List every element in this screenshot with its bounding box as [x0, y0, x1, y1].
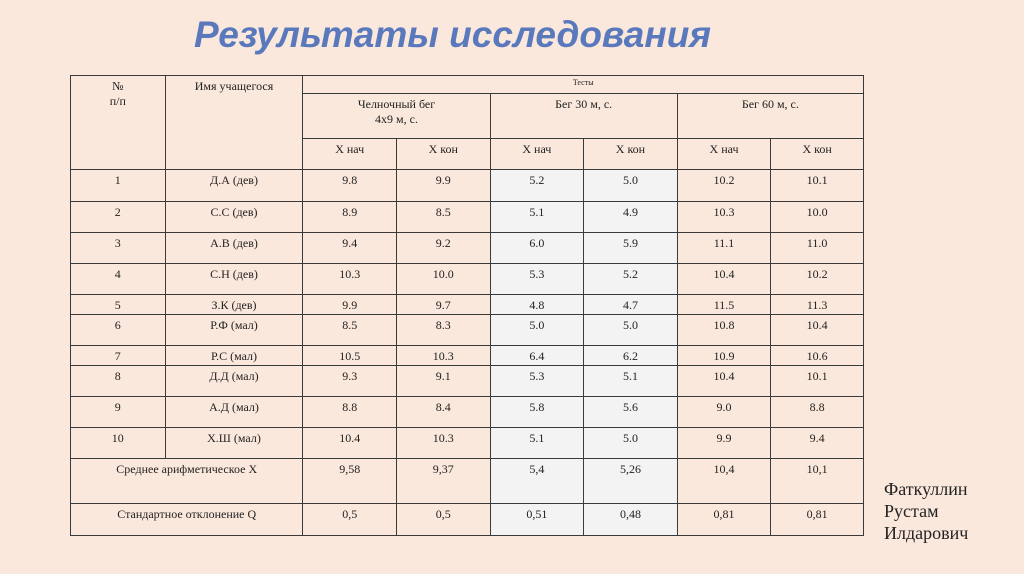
- row-number: 3: [71, 233, 166, 264]
- table-row: [71, 170, 864, 202]
- result-cell: 10.5: [303, 346, 397, 366]
- row-number: 5: [71, 295, 166, 315]
- result-cell: 6.0: [490, 233, 584, 264]
- result-cell: 5.3: [490, 366, 584, 397]
- student-name: Р.С (мал): [165, 346, 303, 366]
- result-cell: 8.4: [397, 397, 491, 428]
- result-cell: 9.3: [303, 366, 397, 397]
- result-cell: 11.3: [771, 295, 864, 315]
- summary-value: 10,4: [677, 459, 771, 504]
- result-cell: 4.9: [584, 202, 678, 233]
- row-number: 4: [71, 264, 166, 295]
- result-cell: 11.5: [677, 295, 771, 315]
- result-cell: 5.1: [490, 202, 584, 233]
- result-cell: 9.2: [397, 233, 491, 264]
- result-cell: 10.3: [397, 346, 491, 366]
- result-cell: 8.5: [303, 315, 397, 346]
- summary-value: 9,37: [397, 459, 491, 504]
- summary-value: 10,1: [771, 459, 864, 504]
- header-tests-cell: Тесты: [303, 76, 864, 94]
- row-number: 10: [71, 428, 166, 459]
- result-cell: 10.1: [771, 366, 864, 397]
- header-row-top: [71, 76, 864, 94]
- result-cell: 9.9: [303, 295, 397, 315]
- row-number: 6: [71, 315, 166, 346]
- row-number: 2: [71, 202, 166, 233]
- result-cell: 10.3: [397, 428, 491, 459]
- result-cell: 10.0: [771, 202, 864, 233]
- result-cell: 9.9: [397, 170, 491, 202]
- summary-value: 0,81: [677, 504, 771, 536]
- table-row: [71, 202, 864, 233]
- subcol-header: Х кон: [584, 139, 678, 170]
- header-name-cell: Имя учащегося: [165, 76, 303, 170]
- result-cell: 5.0: [490, 315, 584, 346]
- result-cell: 6.4: [490, 346, 584, 366]
- table-row: [71, 264, 864, 295]
- summary-value: 0,81: [771, 504, 864, 536]
- result-cell: 5.0: [584, 428, 678, 459]
- header-group-run30-line1: Бег 30 м, с.: [555, 97, 613, 111]
- student-name: З.К (дев): [165, 295, 303, 315]
- result-cell: 5.2: [584, 264, 678, 295]
- result-cell: 8.9: [303, 202, 397, 233]
- subcol-header: Х нач: [490, 139, 584, 170]
- subcol-header: Х нач: [303, 139, 397, 170]
- row-number: 8: [71, 366, 166, 397]
- author-surname: Фаткуллин: [884, 479, 968, 499]
- result-cell: 5.8: [490, 397, 584, 428]
- result-cell: 10.8: [677, 315, 771, 346]
- header-no-line1: №: [112, 79, 124, 93]
- subcol-header: Х кон: [397, 139, 491, 170]
- table-row: [71, 428, 864, 459]
- result-cell: 10.9: [677, 346, 771, 366]
- result-cell: 9.7: [397, 295, 491, 315]
- header-group-shuttle-line2: 4х9 м, с.: [375, 112, 418, 126]
- result-cell: 4.7: [584, 295, 678, 315]
- author-block: [884, 478, 968, 544]
- summary-value: 5,4: [490, 459, 584, 504]
- result-cell: 9.4: [771, 428, 864, 459]
- header-group-shuttle-line1: Челночный бег: [357, 97, 436, 111]
- result-cell: 6.2: [584, 346, 678, 366]
- result-cell: 10.6: [771, 346, 864, 366]
- result-cell: 5.1: [584, 366, 678, 397]
- header-group-shuttle: [303, 94, 490, 139]
- summary-label: Стандартное отклонение Q: [71, 504, 303, 536]
- result-cell: 10.2: [771, 264, 864, 295]
- header-no-line2: п/п: [109, 94, 126, 108]
- table-row: [71, 346, 864, 366]
- result-cell: 10.4: [677, 366, 771, 397]
- table-row: [71, 397, 864, 428]
- row-number: 1: [71, 170, 166, 202]
- result-cell: 10.3: [303, 264, 397, 295]
- result-cell: 9.1: [397, 366, 491, 397]
- student-name: Х.Ш (мал): [165, 428, 303, 459]
- result-cell: 9.4: [303, 233, 397, 264]
- author-patronymic: Илдарович: [884, 523, 969, 543]
- result-cell: 4.8: [490, 295, 584, 315]
- result-cell: 5.0: [584, 315, 678, 346]
- row-number: 9: [71, 397, 166, 428]
- table-row: [71, 315, 864, 346]
- result-cell: 8.8: [303, 397, 397, 428]
- result-cell: 8.5: [397, 202, 491, 233]
- table-row: [71, 295, 864, 315]
- header-group-run30: [490, 94, 677, 139]
- slide-title: Результаты исследования: [194, 14, 712, 55]
- result-cell: 10.0: [397, 264, 491, 295]
- summary-value: 0,51: [490, 504, 584, 536]
- summary-row: [71, 459, 864, 504]
- subcol-header: Х кон: [771, 139, 864, 170]
- result-cell: 10.3: [677, 202, 771, 233]
- result-cell: 5.0: [584, 170, 678, 202]
- result-cell: 11.1: [677, 233, 771, 264]
- student-name: Д.А (дев): [165, 170, 303, 202]
- result-cell: 10.4: [677, 264, 771, 295]
- student-name: Д.Д (мал): [165, 366, 303, 397]
- summary-value: 9,58: [303, 459, 397, 504]
- header-no-cell: [71, 76, 166, 170]
- result-cell: 10.2: [677, 170, 771, 202]
- subcol-header: Х нач: [677, 139, 771, 170]
- summary-value: 0,48: [584, 504, 678, 536]
- result-cell: 8.8: [771, 397, 864, 428]
- student-name: А.Д (мал): [165, 397, 303, 428]
- table-row: [71, 366, 864, 397]
- result-cell: 9.0: [677, 397, 771, 428]
- summary-value: 5,26: [584, 459, 678, 504]
- result-cell: 5.3: [490, 264, 584, 295]
- header-group-run60-line1: Бег 60 м, с.: [741, 97, 799, 111]
- results-table: [70, 75, 864, 536]
- summary-value: 0,5: [303, 504, 397, 536]
- student-name: С.С (дев): [165, 202, 303, 233]
- summary-label: Среднее арифметическое Х: [71, 459, 303, 504]
- result-cell: 5.9: [584, 233, 678, 264]
- result-cell: 10.4: [771, 315, 864, 346]
- result-cell: 11.0: [771, 233, 864, 264]
- student-name: Р.Ф (мал): [165, 315, 303, 346]
- result-cell: 5.1: [490, 428, 584, 459]
- result-cell: 5.6: [584, 397, 678, 428]
- summary-value: 0,5: [397, 504, 491, 536]
- header-group-run60: [677, 94, 863, 139]
- result-cell: 9.9: [677, 428, 771, 459]
- summary-row: [71, 504, 864, 536]
- author-first-name: Рустам: [884, 501, 939, 521]
- result-cell: 8.3: [397, 315, 491, 346]
- student-name: С.Н (дев): [165, 264, 303, 295]
- result-cell: 5.2: [490, 170, 584, 202]
- result-cell: 10.1: [771, 170, 864, 202]
- result-cell: 10.4: [303, 428, 397, 459]
- table-row: [71, 233, 864, 264]
- result-cell: 9.8: [303, 170, 397, 202]
- student-name: А.В (дев): [165, 233, 303, 264]
- row-number: 7: [71, 346, 166, 366]
